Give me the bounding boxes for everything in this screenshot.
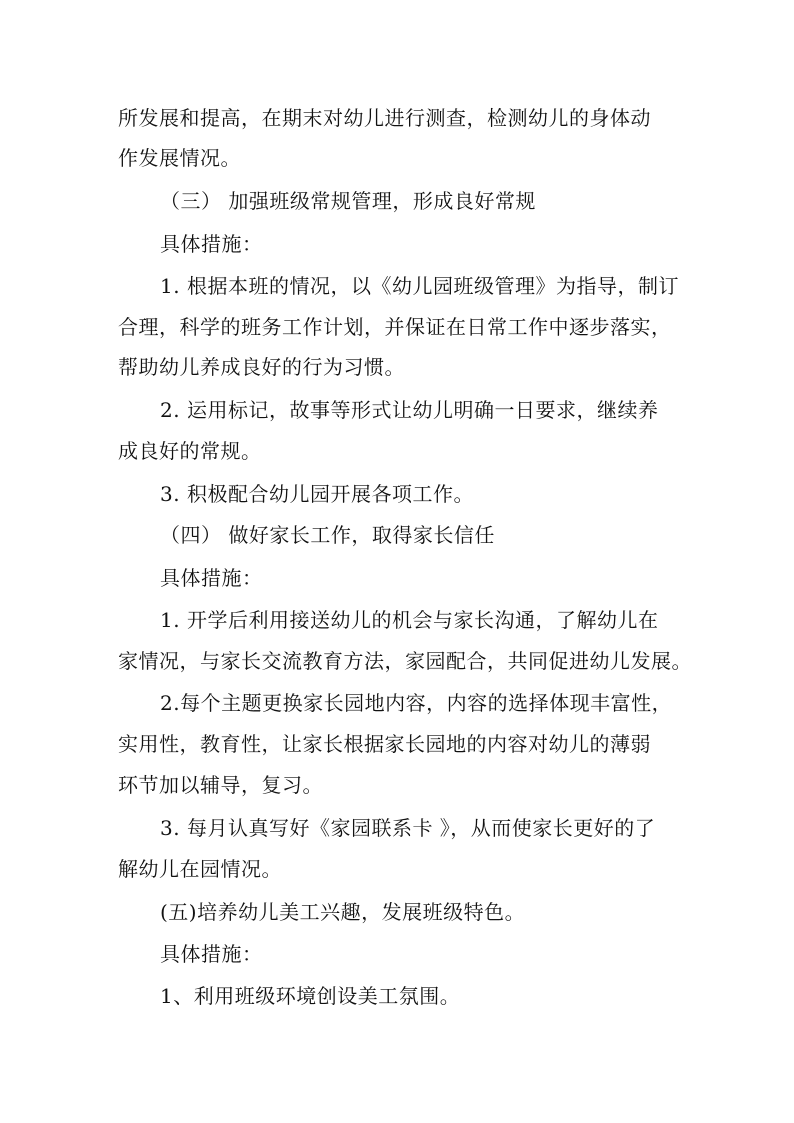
- paragraph-line: 实用性，教育性，让家长根据家长园地的内容对幼儿的薄弱: [118, 732, 651, 756]
- measures-label: 具体措施：: [160, 232, 263, 256]
- paragraph-line: 1. 根据本班的情况，以《幼儿园班级管理》为指导，制订: [160, 274, 679, 298]
- paragraph-line: 3. 积极配合幼儿园开展各项工作。: [160, 482, 474, 506]
- paragraph-line: 1、利用班级环境创设美工氛围。: [160, 984, 461, 1008]
- section-heading-4: （四） 做好家长工作，取得家长信任: [160, 523, 495, 547]
- measures-label: 具体措施：: [160, 942, 263, 966]
- paragraph-line: 解幼儿在园情况。: [118, 857, 282, 881]
- section-heading-5: (五)培养幼儿美工兴趣，发展班级特色。: [160, 900, 526, 924]
- paragraph-line: 帮助幼儿养成良好的行为习惯。: [118, 355, 405, 379]
- paragraph-line: 家情况，与家长交流教育方法，家园配合，共同促进幼儿发展。: [118, 649, 692, 673]
- paragraph-line: 2. 运用标记，故事等形式让幼儿明确一日要求，继续养: [160, 398, 659, 422]
- paragraph-line: 环节加以辅导，复习。: [118, 773, 323, 797]
- paragraph-line: 2.每个主题更换家长园地内容，内容的选择体现丰富性，: [160, 691, 673, 715]
- paragraph-line: 1. 开学后利用接送幼儿的机会与家长沟通，了解幼儿在: [160, 608, 659, 632]
- paragraph-line: 作发展情况。: [118, 146, 241, 170]
- paragraph-line: 合理，科学的班务工作计划，并保证在日常工作中逐步落实，: [118, 315, 672, 339]
- paragraph-line: 成良好的常规。: [118, 439, 262, 463]
- paragraph-line: 3. 每月认真写好《家园联系卡 》，从而使家长更好的了: [160, 816, 656, 840]
- section-heading-3: （三） 加强班级常规管理，形成良好常规: [160, 189, 536, 213]
- paragraph-line: 所发展和提高，在期末对幼儿进行测查，检测幼儿的身体动: [118, 106, 651, 130]
- measures-label: 具体措施：: [160, 566, 263, 590]
